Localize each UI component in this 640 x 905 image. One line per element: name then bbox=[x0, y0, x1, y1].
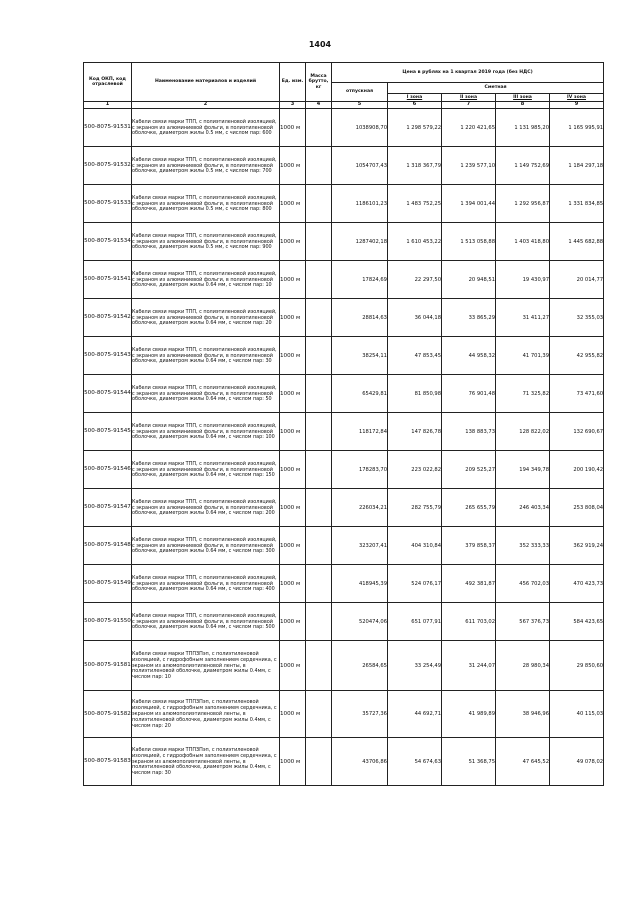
price-zone-3: 194 349,78 bbox=[496, 451, 550, 489]
item-code: 500-8075-91548 bbox=[84, 527, 132, 565]
price-zone-3: 1 292 956,87 bbox=[496, 185, 550, 223]
price-zone-3: 38 946,96 bbox=[496, 691, 550, 738]
item-name: Кабели связи марки ТППЗПэп, с полиэтиленовой изоляцией, с гидрофобным заполнением сердечника, с экраном из алюмополиэтиленовой ленты, в полиэтиленовой оболочке, диаметром жилы 0.4мм, с числом пар: 10 bbox=[132, 641, 280, 691]
price-zone-1: 1 318 367,79 bbox=[388, 147, 442, 185]
table-row bbox=[84, 641, 604, 691]
price-zone-4: 470 423,73 bbox=[550, 565, 604, 603]
col-number: 3 bbox=[280, 102, 306, 109]
item-code: 500-8075-91543 bbox=[84, 337, 132, 375]
price-zone-1: 1 298 579,22 bbox=[388, 109, 442, 147]
price-zone-2: 611 703,02 bbox=[442, 603, 496, 641]
item-unit: 1000 м bbox=[280, 299, 306, 337]
item-name: Кабели связи марки ТПП, с полиэтиленовой изоляцией, с экраном из алюминиевой фольги, в полиэтиленовой оболочке, диаметром жилы 0.64 мм, с числом пар: 20 bbox=[132, 299, 280, 337]
item-unit: 1000 м bbox=[280, 527, 306, 565]
price-zone-2: 1 394 001,44 bbox=[442, 185, 496, 223]
col-number: 5 bbox=[332, 102, 388, 109]
item-unit: 1000 м bbox=[280, 147, 306, 185]
item-mass bbox=[306, 413, 332, 451]
table-row bbox=[84, 109, 604, 147]
item-unit: 1000 м bbox=[280, 223, 306, 261]
price-zone-3: 246 403,34 bbox=[496, 489, 550, 527]
price-zone-4: 1 184 297,18 bbox=[550, 147, 604, 185]
price-zone-1: 1 483 752,25 bbox=[388, 185, 442, 223]
price-zone-3: 19 430,97 bbox=[496, 261, 550, 299]
price-zone-2: 76 901,48 bbox=[442, 375, 496, 413]
price-otpusk: 1186101,23 bbox=[332, 185, 388, 223]
price-zone-2: 1 220 421,65 bbox=[442, 109, 496, 147]
item-mass bbox=[306, 603, 332, 641]
header-code: Код ОКП, код отраслевой bbox=[84, 63, 132, 102]
price-zone-4: 1 331 834,85 bbox=[550, 185, 604, 223]
item-unit: 1000 м bbox=[280, 565, 306, 603]
item-name: Кабели связи марки ТПП, с полиэтиленовой изоляцией, с экраном из алюминиевой фольги, в полиэтиленовой оболочке, диаметром жилы 0.64 мм, с числом пар: 300 bbox=[132, 527, 280, 565]
item-mass bbox=[306, 337, 332, 375]
price-zone-3: 567 376,73 bbox=[496, 603, 550, 641]
price-table bbox=[83, 62, 604, 786]
price-zone-3: 28 980,34 bbox=[496, 641, 550, 691]
table-row bbox=[84, 147, 604, 185]
price-zone-2: 44 958,32 bbox=[442, 337, 496, 375]
price-zone-4: 253 808,04 bbox=[550, 489, 604, 527]
price-zone-4: 40 115,03 bbox=[550, 691, 604, 738]
item-mass bbox=[306, 451, 332, 489]
table-row bbox=[84, 603, 604, 641]
item-code: 500-8075-91583 bbox=[84, 738, 132, 786]
header-zone-2: II зона bbox=[442, 94, 496, 102]
price-zone-4: 132 690,67 bbox=[550, 413, 604, 451]
price-zone-1: 524 076,17 bbox=[388, 565, 442, 603]
item-code: 500-8075-91542 bbox=[84, 299, 132, 337]
table-row bbox=[84, 489, 604, 527]
price-zone-4: 32 355,03 bbox=[550, 299, 604, 337]
price-zone-4: 1 165 995,91 bbox=[550, 109, 604, 147]
item-code: 500-8075-91534 bbox=[84, 223, 132, 261]
header-otpusk: отпускная bbox=[332, 83, 388, 102]
price-zone-1: 36 044,18 bbox=[388, 299, 442, 337]
table-row bbox=[84, 738, 604, 786]
item-mass bbox=[306, 527, 332, 565]
table-row bbox=[84, 337, 604, 375]
table-row bbox=[84, 223, 604, 261]
price-zone-3: 31 411,27 bbox=[496, 299, 550, 337]
item-mass bbox=[306, 489, 332, 527]
item-name: Кабели связи марки ТПП, с полиэтиленовой изоляцией, с экраном из алюминиевой фольги, в полиэтиленовой оболочке, диаметром жилы 0.5 мм, с числом пар: 900 bbox=[132, 223, 280, 261]
item-name: Кабели связи марки ТПП, с полиэтиленовой изоляцией, с экраном из алюминиевой фольги, в полиэтиленовой оболочке, диаметром жилы 0.64 мм, с числом пар: 30 bbox=[132, 337, 280, 375]
price-otpusk: 178283,70 bbox=[332, 451, 388, 489]
price-otpusk: 226034,21 bbox=[332, 489, 388, 527]
price-zone-4: 584 423,65 bbox=[550, 603, 604, 641]
header-zone-1: I зона bbox=[388, 94, 442, 102]
item-name: Кабели связи марки ТПП, с полиэтиленовой изоляцией, с экраном из алюминиевой фольги, в полиэтиленовой оболочке, диаметром жилы 0.64 мм, с числом пар: 200 bbox=[132, 489, 280, 527]
col-number: 8 bbox=[496, 102, 550, 109]
price-zone-2: 51 368,75 bbox=[442, 738, 496, 786]
col-number: 1 bbox=[84, 102, 132, 109]
price-zone-4: 73 471,60 bbox=[550, 375, 604, 413]
item-mass bbox=[306, 375, 332, 413]
item-code: 500-8075-91550 bbox=[84, 603, 132, 641]
price-zone-3: 47 645,52 bbox=[496, 738, 550, 786]
price-zone-1: 404 310,84 bbox=[388, 527, 442, 565]
table-row bbox=[84, 565, 604, 603]
header-smetnaya: Сметная bbox=[388, 83, 604, 94]
price-zone-1: 282 755,79 bbox=[388, 489, 442, 527]
price-zone-3: 71 325,82 bbox=[496, 375, 550, 413]
price-zone-2: 492 381,87 bbox=[442, 565, 496, 603]
page-number: 1404 bbox=[308, 40, 332, 49]
price-zone-2: 33 865,29 bbox=[442, 299, 496, 337]
price-zone-1: 1 610 453,22 bbox=[388, 223, 442, 261]
header-zone-4: IV зона bbox=[550, 94, 604, 102]
price-zone-3: 41 701,39 bbox=[496, 337, 550, 375]
item-mass bbox=[306, 641, 332, 691]
price-zone-1: 81 850,98 bbox=[388, 375, 442, 413]
table-row bbox=[84, 527, 604, 565]
item-mass bbox=[306, 565, 332, 603]
item-code: 500-8075-91531 bbox=[84, 109, 132, 147]
item-unit: 1000 м bbox=[280, 451, 306, 489]
price-otpusk: 1287402,18 bbox=[332, 223, 388, 261]
item-code: 500-8075-91532 bbox=[84, 147, 132, 185]
item-name: Кабели связи марки ТПП, с полиэтиленовой изоляцией, с экраном из алюминиевой фольги, в полиэтиленовой оболочке, диаметром жилы 0.64 мм, с числом пар: 400 bbox=[132, 565, 280, 603]
price-otpusk: 38254,11 bbox=[332, 337, 388, 375]
price-zone-1: 147 826,78 bbox=[388, 413, 442, 451]
item-unit: 1000 м bbox=[280, 489, 306, 527]
item-mass bbox=[306, 691, 332, 738]
item-unit: 1000 м bbox=[280, 413, 306, 451]
header-mass: Масса брутто, кг bbox=[306, 63, 332, 102]
price-zone-2: 379 858,37 bbox=[442, 527, 496, 565]
table-row bbox=[84, 375, 604, 413]
item-unit: 1000 м bbox=[280, 738, 306, 786]
item-name: Кабели связи марки ТПП, с полиэтиленовой изоляцией, с экраном из алюминиевой фольги, в полиэтиленовой оболочке, диаметром жилы 0.64 мм, с числом пар: 100 bbox=[132, 413, 280, 451]
table-row bbox=[84, 413, 604, 451]
item-unit: 1000 м bbox=[280, 641, 306, 691]
price-zone-4: 42 955,82 bbox=[550, 337, 604, 375]
price-otpusk: 1038908,70 bbox=[332, 109, 388, 147]
header-unit: Ед. изм. bbox=[280, 63, 306, 102]
price-zone-2: 1 239 577,10 bbox=[442, 147, 496, 185]
price-otpusk: 35727,36 bbox=[332, 691, 388, 738]
price-zone-3: 1 403 418,80 bbox=[496, 223, 550, 261]
table-row bbox=[84, 691, 604, 738]
header-name: Наименование материалов и изделий bbox=[132, 63, 280, 102]
price-otpusk: 26584,65 bbox=[332, 641, 388, 691]
price-otpusk: 418945,39 bbox=[332, 565, 388, 603]
item-name: Кабели связи марки ТПП, с полиэтиленовой изоляцией, с экраном из алюминиевой фольги, в полиэтиленовой оболочке, диаметром жилы 0.64 мм, с числом пар: 10 bbox=[132, 261, 280, 299]
item-code: 500-8075-91541 bbox=[84, 261, 132, 299]
item-name: Кабели связи марки ТППЗПэп, с полиэтиленовой изоляцией, с гидрофобным заполнением сердечника, с экраном из алюмополиэтиленовой ленты, в полиэтиленовой оболочке, диаметром жилы 0.4мм, с числом пар: 20 bbox=[132, 691, 280, 738]
price-zone-4: 49 078,02 bbox=[550, 738, 604, 786]
item-unit: 1000 м bbox=[280, 109, 306, 147]
price-zone-3: 128 822,02 bbox=[496, 413, 550, 451]
price-zone-2: 138 883,73 bbox=[442, 413, 496, 451]
price-zone-2: 1 513 058,88 bbox=[442, 223, 496, 261]
item-mass bbox=[306, 185, 332, 223]
price-zone-2: 209 525,27 bbox=[442, 451, 496, 489]
item-unit: 1000 м bbox=[280, 261, 306, 299]
price-zone-4: 200 190,42 bbox=[550, 451, 604, 489]
price-zone-4: 362 919,24 bbox=[550, 527, 604, 565]
item-code: 500-8075-91582 bbox=[84, 691, 132, 738]
price-otpusk: 28814,63 bbox=[332, 299, 388, 337]
item-unit: 1000 м bbox=[280, 691, 306, 738]
price-zone-2: 31 244,07 bbox=[442, 641, 496, 691]
item-unit: 1000 м bbox=[280, 185, 306, 223]
price-zone-4: 20 014,77 bbox=[550, 261, 604, 299]
col-number: 6 bbox=[388, 102, 442, 109]
item-mass bbox=[306, 738, 332, 786]
header-price-group: Цена в рублях на 1 квартал 2019 года (без НДС) bbox=[332, 63, 604, 83]
item-name: Кабели связи марки ТПП, с полиэтиленовой изоляцией, с экраном из алюминиевой фольги, в полиэтиленовой оболочке, диаметром жилы 0.64 мм, с числом пар: 50 bbox=[132, 375, 280, 413]
item-unit: 1000 м bbox=[280, 375, 306, 413]
item-mass bbox=[306, 261, 332, 299]
price-otpusk: 323207,41 bbox=[332, 527, 388, 565]
price-zone-3: 1 131 985,20 bbox=[496, 109, 550, 147]
item-mass bbox=[306, 147, 332, 185]
price-zone-1: 651 077,91 bbox=[388, 603, 442, 641]
item-mass bbox=[306, 109, 332, 147]
price-zone-3: 1 149 752,69 bbox=[496, 147, 550, 185]
item-unit: 1000 м bbox=[280, 337, 306, 375]
col-number: 7 bbox=[442, 102, 496, 109]
item-name: Кабели связи марки ТПП, с полиэтиленовой изоляцией, с экраном из алюминиевой фольги, в полиэтиленовой оболочке, диаметром жилы 0.64 мм, с числом пар: 500 bbox=[132, 603, 280, 641]
item-name: Кабели связи марки ТПП, с полиэтиленовой изоляцией, с экраном из алюминиевой фольги, в полиэтиленовой оболочке, диаметром жилы 0.5 мм, с числом пар: 800 bbox=[132, 185, 280, 223]
price-otpusk: 65429,81 bbox=[332, 375, 388, 413]
price-otpusk: 17824,69 bbox=[332, 261, 388, 299]
price-zone-2: 20 948,51 bbox=[442, 261, 496, 299]
table-body bbox=[84, 109, 604, 786]
price-zone-4: 29 850,60 bbox=[550, 641, 604, 691]
price-zone-1: 22 297,50 bbox=[388, 261, 442, 299]
item-unit: 1000 м bbox=[280, 603, 306, 641]
price-zone-3: 352 333,33 bbox=[496, 527, 550, 565]
col-number: 9 bbox=[550, 102, 604, 109]
header-zone-3: III зона bbox=[496, 94, 550, 102]
price-otpusk: 520474,06 bbox=[332, 603, 388, 641]
item-code: 500-8075-91581 bbox=[84, 641, 132, 691]
item-code: 500-8075-91546 bbox=[84, 451, 132, 489]
item-mass bbox=[306, 223, 332, 261]
item-code: 500-8075-91544 bbox=[84, 375, 132, 413]
item-code: 500-8075-91533 bbox=[84, 185, 132, 223]
price-zone-1: 223 022,82 bbox=[388, 451, 442, 489]
col-number: 4 bbox=[306, 102, 332, 109]
item-name: Кабели связи марки ТПП, с полиэтиленовой изоляцией, с экраном из алюминиевой фольги, в полиэтиленовой оболочке, диаметром жилы 0.5 мм, с числом пар: 700 bbox=[132, 147, 280, 185]
price-otpusk: 118172,84 bbox=[332, 413, 388, 451]
price-zone-4: 1 445 682,88 bbox=[550, 223, 604, 261]
item-name: Кабели связи марки ТППЗПэп, с полиэтиленовой изоляцией, с гидрофобным заполнением сердечника, с экраном из алюмополиэтиленовой ленты, в полиэтиленовой оболочке, диаметром жилы 0.4мм, с числом пар: 30 bbox=[132, 738, 280, 786]
price-otpusk: 43706,86 bbox=[332, 738, 388, 786]
item-name: Кабели связи марки ТПП, с полиэтиленовой изоляцией, с экраном из алюминиевой фольги, в полиэтиленовой оболочке, диаметром жилы 0.64 мм, с числом пар: 150 bbox=[132, 451, 280, 489]
table-row bbox=[84, 299, 604, 337]
price-zone-2: 265 655,79 bbox=[442, 489, 496, 527]
price-otpusk: 1054707,43 bbox=[332, 147, 388, 185]
col-number: 2 bbox=[132, 102, 280, 109]
table-row bbox=[84, 261, 604, 299]
table-row bbox=[84, 451, 604, 489]
item-code: 500-8075-91547 bbox=[84, 489, 132, 527]
item-code: 500-8075-91545 bbox=[84, 413, 132, 451]
price-zone-3: 456 702,03 bbox=[496, 565, 550, 603]
price-zone-2: 41 989,89 bbox=[442, 691, 496, 738]
price-zone-1: 33 254,49 bbox=[388, 641, 442, 691]
table-row bbox=[84, 185, 604, 223]
item-mass bbox=[306, 299, 332, 337]
price-zone-1: 54 674,63 bbox=[388, 738, 442, 786]
price-zone-1: 44 692,71 bbox=[388, 691, 442, 738]
price-zone-1: 47 853,45 bbox=[388, 337, 442, 375]
item-name: Кабели связи марки ТПП, с полиэтиленовой изоляцией, с экраном из алюминиевой фольги, в полиэтиленовой оболочке, диаметром жилы 0.5 мм, с числом пар: 600 bbox=[132, 109, 280, 147]
item-code: 500-8075-91549 bbox=[84, 565, 132, 603]
